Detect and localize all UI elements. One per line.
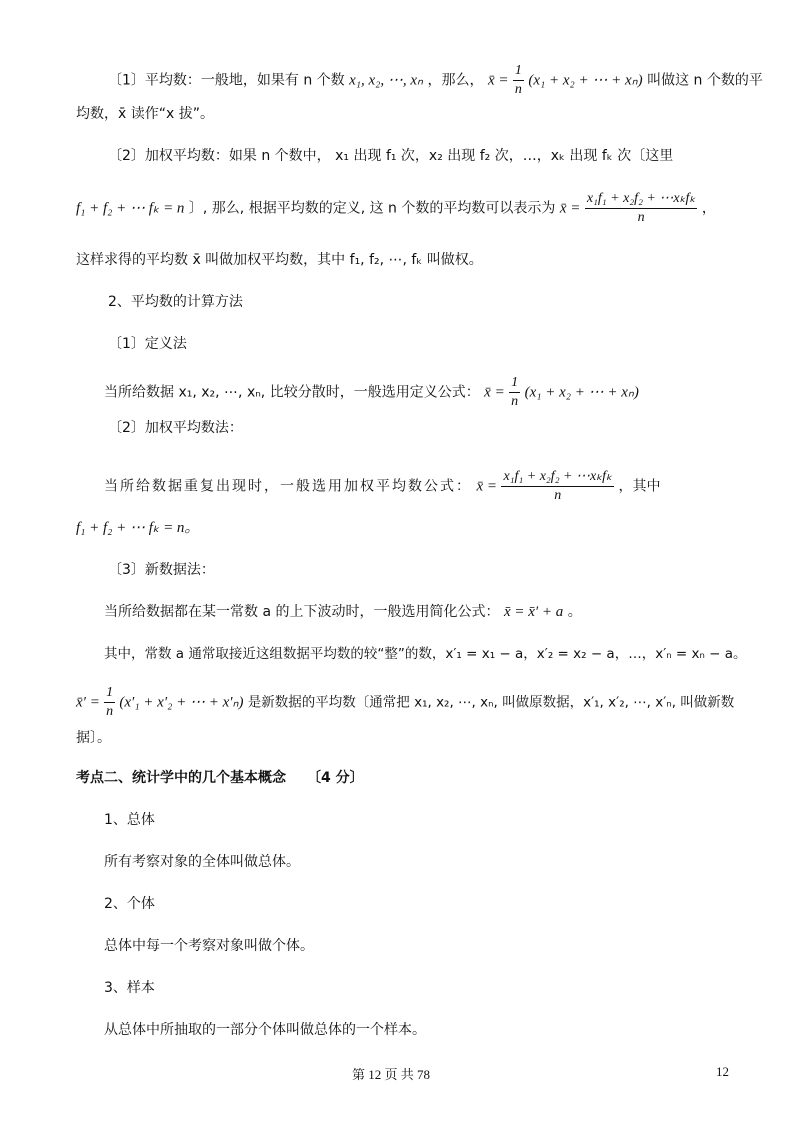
concept2-text: 总体中每一个考察对象叫做个体。 xyxy=(104,938,314,954)
weighted-mean-line3: 这样求得的平均数 x̄ 叫做加权平均数，其中 f₁, f₂, ⋯, fₖ 叫做权。 xyxy=(76,252,483,268)
text-fragment: 当所给数据 x₁, x₂, ⋯, xₙ, 比较分散时，一般选用定义公式： xyxy=(104,384,480,401)
math-vars: x₁, x₂, ⋯, xₙ xyxy=(349,72,424,89)
page-number-right: 12 xyxy=(716,1064,729,1079)
concept3-text: 从总体中所抽取的一部分个体叫做总体的一个样本。 xyxy=(104,1022,426,1038)
text-fragment: ，那么， xyxy=(427,72,484,89)
frac-den: n xyxy=(106,704,114,719)
mean-rhs: (x₁ + x₂ + ⋯ + xₙ) xyxy=(524,384,639,401)
method3-line3 xyxy=(76,684,734,721)
frac-den: n xyxy=(511,394,519,409)
mean-lhs: x̄ = xyxy=(487,72,509,89)
text-fragment: 〕, 那么, 根据平均数的定义, 这 n 个数的平均数可以表示为 xyxy=(188,200,556,217)
text-fragment: 是新数据的平均数〔通常把 x₁, x₂, ⋯, xₙ, 叫做原数据，x′₁, x′₂, ⋯, x′ₙ, 叫做新数 xyxy=(247,694,735,711)
fraction xyxy=(104,684,115,721)
heading-calc-methods: 2、平均数的计算方法 xyxy=(108,294,243,310)
text-fragment: 。 xyxy=(567,604,582,620)
section-heading: 考点二、统计学中的几个基本概念 〔4 分〕 xyxy=(76,770,364,786)
weighted-mean-line1 xyxy=(108,146,673,166)
text-fragment: 〔2〕加权平均数：如果 n 个数中， xyxy=(108,148,331,164)
concept1-text: 所有考察对象的全体叫做总体。 xyxy=(104,854,300,870)
fraction xyxy=(501,468,614,505)
method2-line2: f₁ + f₂ + ⋯ fₖ = n。 xyxy=(76,520,200,536)
mean-lhs: x̄′ = xyxy=(76,694,100,711)
mean-lhs: x̄ = xyxy=(476,478,497,495)
text-fragment: 叫做这 n 个数的平 xyxy=(647,72,763,89)
mean-rhs: (x′₁ + x′₂ + ⋯ + x′ₙ) xyxy=(119,694,244,711)
mean-definition-line1 xyxy=(108,62,763,99)
method2-title: 〔2〕加权平均数法： xyxy=(108,420,243,436)
method3-line2: 其中，常数 a 通常取接近这组数据平均数的较“整”的数，x′₁ = x₁ − a，x′₂ = x₂ − a，…，x′ₙ = xₙ − a。 xyxy=(104,646,747,662)
fraction xyxy=(585,190,698,227)
fraction xyxy=(509,374,520,411)
mean-lhs: x̄ = xyxy=(484,384,505,401)
frac-num: 1 xyxy=(509,374,520,393)
method2-text xyxy=(104,468,661,505)
frac-den: n xyxy=(554,488,562,503)
mean-rhs: (x₁ + x₂ + ⋯ + xₙ) xyxy=(528,72,643,89)
text-fragment: 当所给数据都在某一常数 a 的上下波动时，一般选用简化公式： xyxy=(104,604,500,620)
frac-num: 1 xyxy=(104,684,115,703)
concept3-title: 3、样本 xyxy=(104,980,155,996)
method3-text xyxy=(104,602,582,622)
method3-title: 〔3〕新数据法： xyxy=(108,562,215,578)
concept2-title: 2、个体 xyxy=(104,896,155,912)
frac-den: n xyxy=(514,82,522,97)
method1-title: 〔1〕定义法 xyxy=(108,336,187,352)
frac-num: x₁f₁ + x₂f₂ + ⋯xₖfₖ xyxy=(585,190,698,209)
frac-den: n xyxy=(637,210,645,225)
page-number-center: 第 12 页 共 78 xyxy=(352,1067,431,1082)
weighted-mean-line2 xyxy=(76,190,716,227)
text-fragment: ，其中 xyxy=(618,478,661,495)
mean-lhs: x̄ = xyxy=(559,200,581,217)
method1-text xyxy=(104,374,639,411)
mean-text: 〔1〕平均数：一般地，如果有 n 个数 xyxy=(108,72,345,89)
frac-num: x₁f₁ + x₂f₂ + ⋯xₖfₖ xyxy=(501,468,614,487)
text-fragment: 当所给数据重复出现时，一般选用加权平均数公式： xyxy=(104,478,472,495)
concept1-title: 1、总体 xyxy=(104,812,155,828)
method3-line4: 据〕。 xyxy=(76,730,111,746)
frac-num: 1 xyxy=(513,62,524,81)
math-sum: f₁ + f₂ + ⋯ fₖ = n xyxy=(76,200,185,217)
math-formula: x̄ = x̄′ + a xyxy=(503,604,564,620)
mean-definition-line2: 均数，x̄ 读作“x 拔”。 xyxy=(76,106,214,122)
text-fragment: ， xyxy=(701,200,716,217)
fraction xyxy=(513,62,524,99)
text-fragment: x₁ 出现 f₁ 次，x₂ 出现 f₂ 次，…，xₖ 出现 fₖ 次〔这里 xyxy=(335,148,674,164)
